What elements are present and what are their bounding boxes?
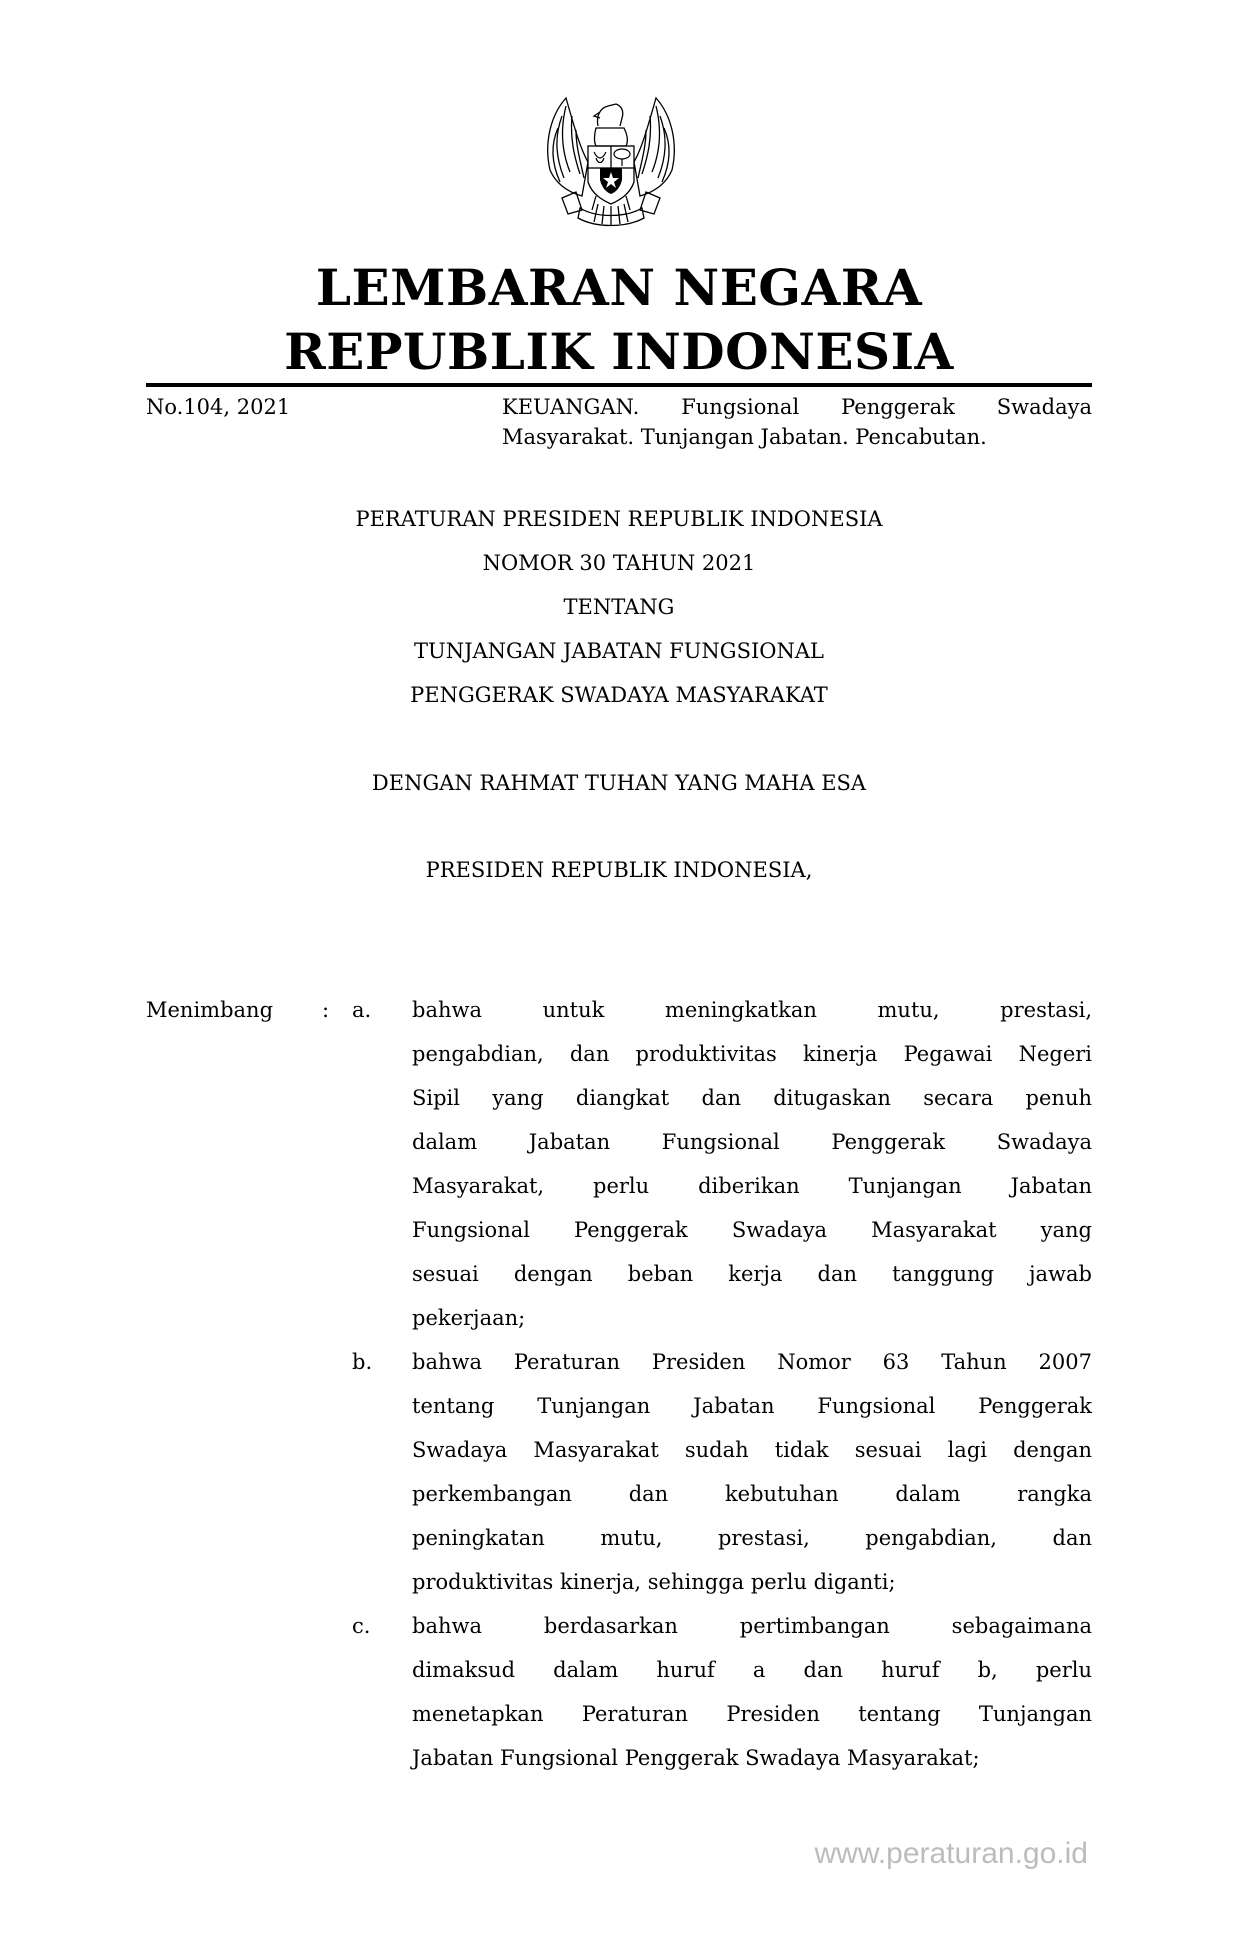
garuda-pancasila-emblem-icon [536,86,686,244]
regulation-title-line-1: TUNJANGAN JABATAN FUNGSIONAL [414,639,824,663]
item-line: Sipil yang diangkat dan ditugaskan secara penuh [412,1086,1092,1110]
masthead-divider [146,383,1092,387]
regulation-title-line-2: PENGGERAK SWADAYA MASYARAKAT [410,683,828,707]
gazette-number: No.104, 2021 [146,395,291,419]
gazette-description-line-1: KEUANGAN. Fungsional Penggerak Swadaya [502,395,1092,419]
item-letter: c. [352,1614,371,1638]
item-line: dalam Jabatan Fungsional Penggerak Swadaya [412,1130,1092,1154]
item-line: Masyarakat, perlu diberikan Tunjangan Jabatan [412,1174,1092,1198]
item-line: produktivitas kinerja, sehingga perlu diganti; [412,1570,896,1594]
regulation-type: PERATURAN PRESIDEN REPUBLIK INDONESIA [355,507,883,531]
item-letter: a. [352,998,372,1022]
item-line: bahwa Peraturan Presiden Nomor 63 Tahun 2007 [412,1350,1092,1374]
item-line: peningkatan mutu, prestasi, pengabdian, dan [412,1526,1092,1550]
item-line: menetapkan Peraturan Presiden tentang Tunjangan [412,1702,1092,1726]
item-text [412,988,1092,1340]
item-line: perkembangan dan kebutuhan dalam rangka [412,1482,1092,1506]
item-text [412,1340,1092,1604]
watermark-link[interactable]: www.peraturan.go.id [814,1837,1088,1870]
item-line: sesuai dengan beban kerja dan tanggung jawab [412,1262,1092,1286]
item-line: dimaksud dalam huruf a dan huruf b, perlu [412,1658,1092,1682]
item-line: Swadaya Masyarakat sudah tidak sesuai lagi dengan [412,1438,1092,1462]
gazette-description [502,392,1092,452]
regulation-about: TENTANG [563,595,675,619]
item-letter: b. [352,1350,373,1374]
gazette-description-line-2: Masyarakat. Tunjangan Jabatan. Pencabutan. [502,425,987,449]
item-line: pekerjaan; [412,1306,526,1330]
item-line: Jabatan Fungsional Penggerak Swadaya Masyarakat; [412,1746,980,1770]
considering-colon: : [322,998,330,1022]
item-line: Fungsional Penggerak Swadaya Masyarakat yang [412,1218,1092,1242]
masthead-line-2: REPUBLIK INDONESIA [284,322,954,381]
considering-label: Menimbang [146,998,274,1022]
item-line: bahwa untuk meningkatkan mutu, prestasi, [412,998,1092,1022]
regulation-invocation: DENGAN RAHMAT TUHAN YANG MAHA ESA [371,771,867,795]
item-text [412,1604,1092,1780]
regulation-issuer: PRESIDEN REPUBLIK INDONESIA, [425,858,813,882]
item-line: bahwa berdasarkan pertimbangan sebagaimana [412,1614,1092,1638]
item-line: pengabdian, dan produktivitas kinerja Pegawai Negeri [412,1042,1092,1066]
regulation-number: NOMOR 30 TAHUN 2021 [482,551,756,575]
masthead-line-1: LEMBARAN NEGARA [315,258,923,317]
item-line: tentang Tunjangan Jabatan Fungsional Penggerak [412,1394,1092,1418]
